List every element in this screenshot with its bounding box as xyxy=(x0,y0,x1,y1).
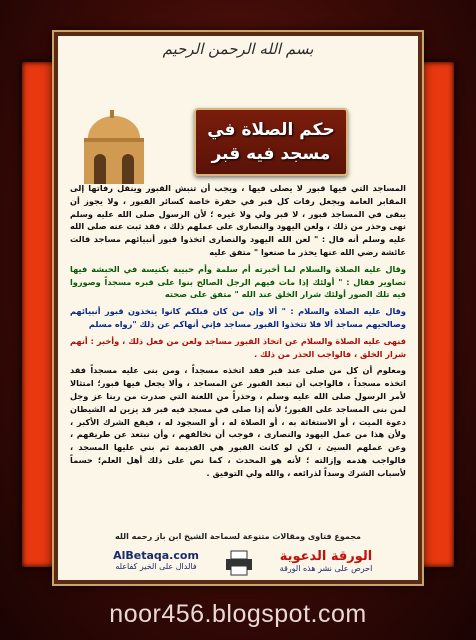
site-url: AlBetaqa.com xyxy=(113,549,199,562)
article-body xyxy=(70,182,406,484)
brand-name: الورقة الدعوية xyxy=(279,549,373,564)
paragraph-2: وقال عليه الصلاة والسلام لما أخبرته أم سلمة وأم حبيبة بكنيسة في الحبشة فيها تصاوير فقال : " أولئك إذا مات فيهم الرجل الصالح بنوا على قبره مسجداً وصوروا فيه تلك الصور أولئك شرار الخلق عند الله " متفق على صحته xyxy=(70,263,406,300)
paragraph-5: ومعلوم أن كل من صلى عند قبر فقد اتخذه مسجداً ، ومن بنى عليه مسجداً فقد اتخذه مسجداً ، فالواجب أن تبعد القبور عن المساجد ، وألا يجعل فيها قبور؛ امتثالا لأمر الرسول صلى الله عليه وسلم ، وحذراً من اللعنة التي صدرت من ربنا عز وجل لمن بنى المساجد على القبور؛ لأنه إذا صلى في مسجد فيه قبر قد يزين له الشيطان دعوة الميت ، أو الاستغاثة به ، أو الصلاة له ، أو السجود له ، فيقع الشرك الأكبر ، ولأن هذا من عمل اليهود والنصارى ، فوجب أن نخالفهم ، وأن نبتعد عن طريقهم ، وعن عملهم السيئ ، لكن لو كانت القبور هي القديمة ثم بني عليها المسجد ، فالواجب هدمه وإزالته ؛ لأنه هو المحدث ، كما نص على ذلك أهل العلم؛ حسماً لأسباب الشرك وسداً لذرائعه ، والله ولي التوفيق . xyxy=(70,365,406,478)
paragraph-1: المساجد التي فيها قبور لا يصلى فيها ، ويجب أن تنبش القبور وينقل رفاتها إلى المقابر العامة ويجعل رفات كل قبر في حفرة خاصة كسائر القبور ، ولا يجوز أن يبقى في المساجد قبور ، لا قبر ولي ولا غيره ؛ لأن الرسول صلى الله عليه وسلم نهى وحذر من ذلك ، ولعن اليهود والنصارى على عملهم ذلك ، فقد ثبت عنه صلى الله عليه وسلم أنه قال : " لعن الله اليهود والنصارى اتخذوا قبور أنبيائهم مساجد قالت عائشة رضي الله عنها يحذر ما صنعوا " متفق عليه xyxy=(70,183,406,257)
dome-icon xyxy=(70,108,158,188)
basmala: بسم الله الرحمن الرحيم xyxy=(162,40,314,58)
brand-subtitle: احرص على نشر هذه الورقة xyxy=(279,564,373,573)
paragraph-4: فنهى عليه الصلاة والسلام عن اتخاذ القبور مساجد ولعن من فعل ذلك ، وأخبر : أنهم شرار الخلق ، فالواجب الحذر من ذلك . xyxy=(70,335,406,359)
title-line-2: مسجد فيه قبر xyxy=(211,144,331,164)
source-citation: مجموع فتاوى ومقالات متنوعة لسماحة الشيخ ابن باز رحمه الله xyxy=(115,532,361,541)
title-line-1: حكم الصلاة في xyxy=(207,120,335,140)
title-box xyxy=(194,108,348,176)
site-tagline: فالدال على الخير كفاعله xyxy=(115,562,197,571)
site-block xyxy=(96,549,216,571)
printer-icon xyxy=(224,549,254,577)
watermark-url: noor456.blogspot.com xyxy=(109,600,367,628)
paragraph-3: وقال عليه الصلاة والسلام : " ألا وإن من كان قبلكم كانوا يتخذون قبور أنبيائهم وصالحيهم مساجد ألا فلا تتخذوا القبور مساجد فإني أنهاكم عن ذلك "رواه مسلم xyxy=(70,306,406,329)
brand-block xyxy=(262,549,390,573)
